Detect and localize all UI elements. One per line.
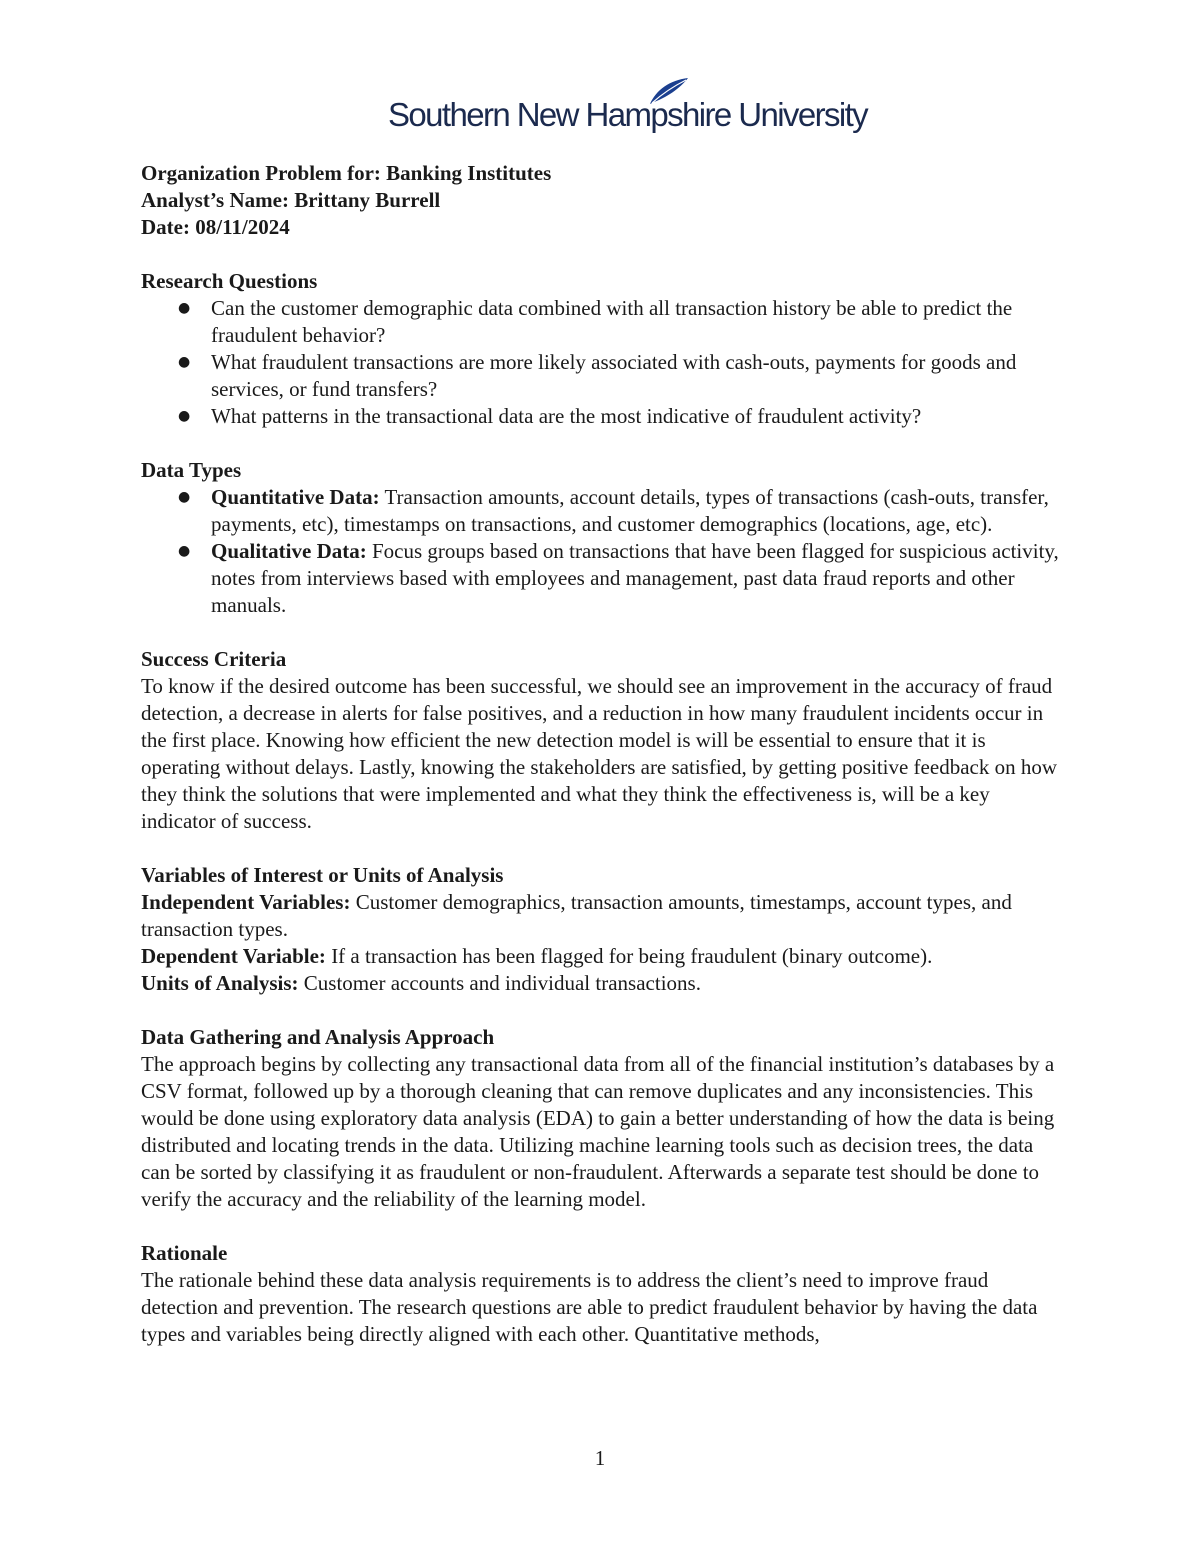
- independent-text: Customer demographics, transaction amounts, timestamps, account types, and transaction types.: [141, 890, 1012, 941]
- approach-body: The approach begins by collecting any transactional data from all of the financial institution’s databases by a CSV format, followed up by a thorough cleaning that can remove duplicates and any inconsistencies. This would be done using exploratory data analysis (EDA) to gain a better understanding of how the data is being distributed and locating trends in the data. Utilizing machine learning tools such as decision trees, the data can be sorted by classifying it as fraudulent or non-fraudulent. Afterwards a separate test should be done to verify the accuracy and the reliability of the learning model.: [141, 1052, 1055, 1211]
- dependent-label: Dependent Variable:: [141, 944, 326, 968]
- page-number: 1: [594, 1446, 606, 1470]
- org-line: [141, 160, 1061, 187]
- rationale-body: The rationale behind these data analysis requirements is to address the client’s need to improve fraud detection and prevention. The research questions are able to predict fraudulent behavior by having the data types and variables being directly aligned with each other. Quantitative methods,: [141, 1268, 1038, 1346]
- list-item: ● What patterns in the transactional data are the most indicative of fraudulent activity?: [211, 403, 1061, 430]
- org-value: Banking Institutes: [386, 161, 552, 185]
- list-item: ● Can the customer demographic data combined with all transaction history be able to predict the fraudulent behavior?: [211, 295, 1061, 349]
- dependent-text: If a transaction has been flagged for being fraudulent (binary outcome).: [325, 944, 933, 968]
- units-line: [141, 970, 1061, 997]
- success-body: To know if the desired outcome has been successful, we should see an improvement in the accuracy of fraud detection, a decrease in alerts for false positives, and a reduction in how many fraudulent incidents occur in the first place. Knowing how efficient the new detection model is will be essential to ensure that it is operating without delays. Lastly, knowing the stakeholders are satisfied, by getting positive feedback on how they think the solutions that were implemented and what they think the effectiveness is, will be a key indicator of success.: [141, 674, 1058, 833]
- units-text: Customer accounts and individual transactions.: [298, 971, 701, 995]
- dependent-line: [141, 943, 1061, 970]
- research-heading: Research Questions: [141, 269, 318, 293]
- analyst-value: Brittany Burrell: [294, 188, 441, 212]
- units-label: Units of Analysis:: [141, 971, 299, 995]
- document-body: [141, 160, 1061, 1348]
- item-text: Transaction amounts, account details, types of transactions (cash-outs, transfer, payments, etc), timestamps on transactions, and customer demographics (locations, age, etc).: [211, 485, 1049, 536]
- independent-line: [141, 889, 1061, 943]
- date-line: [141, 214, 1061, 241]
- university-logo: [388, 76, 868, 138]
- data-types-heading: Data Types: [141, 458, 242, 482]
- independent-label: Independent Variables:: [141, 890, 351, 914]
- logo-text: Southern New Hampshire University: [388, 96, 868, 133]
- rationale-heading: Rationale: [141, 1241, 228, 1265]
- success-heading: Success Criteria: [141, 647, 287, 671]
- variables-heading: Variables of Interest or Units of Analysis: [141, 863, 504, 887]
- item-label: Qualitative Data:: [211, 539, 367, 563]
- item-label: Quantitative Data:: [211, 485, 380, 509]
- analyst-label: Analyst’s Name:: [141, 188, 295, 212]
- list-item: [211, 538, 1061, 619]
- date-label: Date:: [141, 215, 196, 239]
- research-list: [141, 295, 1061, 430]
- approach-heading: Data Gathering and Analysis Approach: [141, 1025, 495, 1049]
- list-item: ● What fraudulent transactions are more likely associated with cash-outs, payments for goods and services, or fund transfers?: [211, 349, 1061, 403]
- list-item: [211, 484, 1061, 538]
- org-label: Organization Problem for:: [141, 161, 387, 185]
- date-value: 08/11/2024: [195, 215, 290, 239]
- item-text: Focus groups based on transactions that have been flagged for suspicious activity, notes from interviews based with employees and management, past data fraud reports and other manuals.: [211, 539, 1059, 617]
- data-types-list: [141, 484, 1061, 619]
- analyst-line: [141, 187, 1061, 214]
